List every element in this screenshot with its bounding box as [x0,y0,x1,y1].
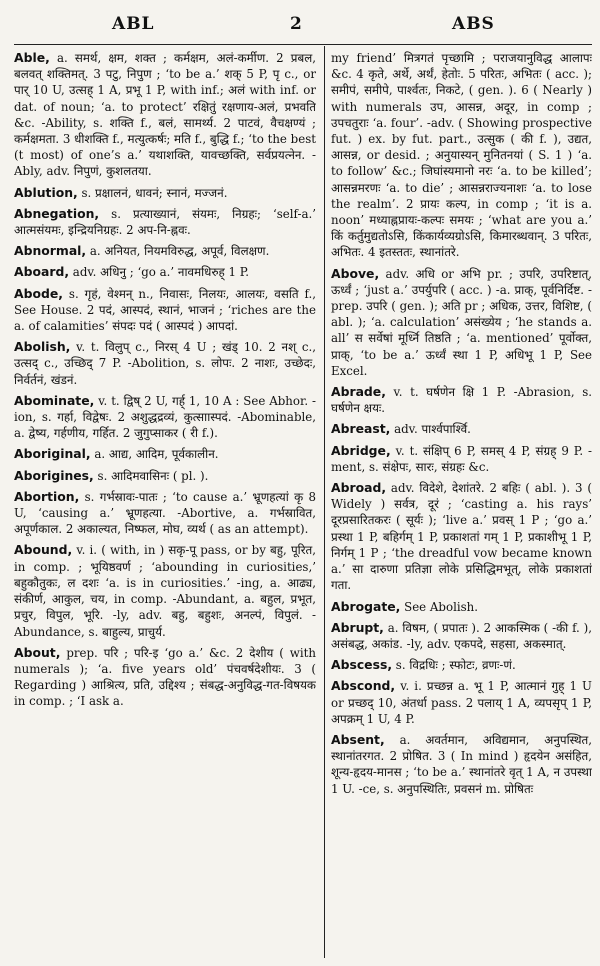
headword: Aboard, [14,264,70,280]
dictionary-entry [14,185,316,201]
definition-text: s. गर्भस्रावः-पातः ; ‘to cause a.’ भ्रूणहत्यां कृ 8 U, ‘causing a.’ भ्रूणहत्या. -Abortive, a. गर्भस्रावित, अपूर्णकाल. 2 अकाल्यत, निष्फल, मोघ, व्यर्थ ( as an attempt). [14,489,316,537]
headword: Abrade, [331,384,386,400]
headword: Able, [14,50,50,65]
headword: Abolish, [14,339,71,355]
headword: Abscess, [331,657,393,673]
dictionary-entry [331,620,592,652]
definition-text: s. आदिमवासिनः ( pl. ). [93,468,209,483]
definition-text: v. t. संक्षिप् 6 P, समस् 4 P, संग्रह् 9 P. -ment, s. संक्षेपः, सारः, संग्रहः &c. [331,443,592,474]
headword: Abound, [14,542,73,558]
definition-text: v. t. द्विष् 2 U, गर्ह् 1, 10 A : See Abhor. -ion, s. गर्हा, विद्वेषः. 2 अशुद्धद्रव्यं, कुत्साास्पदं. -Abominable, a. द्वेष्य, गर्हणीय, गर्हित. 2 जुगुप्साकर ( री f.). [14,393,316,441]
headword: Abroad, [331,480,387,496]
definition-text: a. आद्य, आदिम, पूर्वकालीन. [90,447,219,462]
dictionary-entry [14,243,316,259]
definition-text: v. i. प्रच्छन्न a. भू 1 P, आत्मानं गुह् 1 U or प्रच्छद् 10, अंतर्धा pass. 2 पलाय् 1 A, व्यपसृप् 1 P, अपक्रम् 1 U, 4 P. [331,679,592,726]
definition-text: See Abolish. [400,599,479,614]
headword: Ablution, [14,184,78,200]
dictionary-entry [14,446,316,462]
definition-text: adv. अधि or अभि pr. ; उपरि, उपरिष्टात्, ऊर्ध्वं ; ‘just a.’ उपर्युपरि ( acc. ) -a. प्राक्, पूर्वनिर्दिष्ट. -prep. उपरि ( gen. ); अति pr ; अधिक, उत्तर, विशिष्ट, ( abl. ); ‘a. calculation’ असंख्येय ; ‘he stands a. all’ स सर्वेषां मूर्ध्नि तिष्ठति ; ‘a. mentioned’ पूर्वोक्त, प्राक्, ‘to be a.’ ऊर्ध्वं स्था 1 P, अधिभू 1 P, See Excel. [331,266,592,378]
dictionary-entry [331,384,592,416]
dictionary-entry [14,468,316,484]
headword: Abrupt, [331,619,384,635]
definition-text: s. विद्रधिः ; स्फोटः, व्रणः-णं. [392,658,516,673]
page-header [0,0,600,44]
definition-text: my friend’ मित्रगतं पृच्छामि ; पराजयानुविद्ध आलापः &c. 4 कृते, अर्थे, अर्थं, हेतोः. 5 परितः, अभितः ( acc. ); समीपं, समीपे, पार्श्वतः, निकटे, ( gen. ). 6 ( Nearly ) with numerals उप, आसन्न, अदूर, in comp ; उपचतुराः ‘a. four’. -adv. ( Showing prospective fut. ) ex. by fut. part., उत्सुक ( की f. ), उद्यत, आसन्न, or desid. ; अनुयास्यन् मुनितनयां ( S. 1 ) ‘a. to follow’ &c.; जिघांस्यमानो नरः ‘a. to be killed’; आसन्नमरणः ‘a. to die’ ; आसन्नराज्यनाशः ‘a. to lose the realm’. 2 प्रायः कल्प, in comp ; ‘it is a. noon’ मध्याह्नप्रायः-कल्पः समयः ; ‘what are you a.’ किं कर्तुमुद्यतोऽसि, किंकार्यव्यग्रोऽसि, किमारब्धवान्. 3 परितः, अभितः. 4 इतस्ततः, स्थानांतरे. [331,51,592,260]
headword: About, [14,644,61,660]
definition-text: s. प्रत्याख्यानं, संयमः, निग्रहः; ‘self-a.’ आत्मसंयमः, इन्द्रियनिग्रहः. 2 अप-नि-ह्नवः. [14,206,316,238]
header-left-guide-word: ABL [112,14,155,34]
headword: Absent, [331,731,385,747]
dictionary-entry [14,393,316,442]
dictionary-entry [14,645,316,710]
headword: Abortion, [14,488,80,504]
definition-text: a. विषम, ( प्रपातः ). 2 आकस्मिक ( -की f. ), असंबद्ध, अकांड. -ly, adv. एकपदे, सहसा, अकस्मात्. [331,620,592,651]
right-column [331,50,592,956]
header-rule [14,44,592,45]
headword: Aboriginal, [14,446,91,462]
dictionary-entry [14,264,316,280]
headword: Abreast, [331,421,391,437]
dictionary-entry [14,542,316,639]
dictionary-entry [14,339,316,388]
definition-text: prep. परि ; परि-इ ‘go a.’ &c. 2 देशीय ( with numerals ); ‘a. five years old’ पंचवर्षदेशीयः. 3 ( Regarding ) आश्रित्य, प्रति, उद्दिश्य ; संबद्ध-अनुविद्ध-गत-विषयक in comp. ; ‘I ask a. [14,645,316,709]
dictionary-entry [331,599,592,615]
definition-text: a. अवर्तमान, अविद्यमान, अनुपस्थित, स्थानांतरगत. 2 प्रोषित. 3 ( In mind ) हृदयेन असंहित, शून्य-हृदय-मानस ; ‘to be a.’ स्थानांतरे वृत् 1 A, न उपस्था 1 U. -ce, s. अनुपस्थितिः, प्रवसनं m. प्रोषितः [331,732,592,796]
definition-text: v. t. विलुप् c., निरस् 4 U ; खंड् 10. 2 नश् c., उत्सद् c., उच्छिद् 7 P. -Abolition, s. लोपः. 2 नाशः, उच्छेदः, निर्वर्तनं, खंडनं. [14,340,316,387]
definition-text: v. t. घर्षणेन क्षि 1 P. -Abrasion, s. घर्षणेन क्षयः. [331,385,592,416]
dictionary-entry [14,489,316,538]
dictionary-entry [331,732,592,797]
headword: Aborigines, [14,467,94,483]
headword: Abscond, [331,678,396,694]
dictionary-entry [331,678,592,727]
header-right-guide-word: ABS [452,14,495,34]
column-divider [324,46,325,958]
definition-text: v. i. ( with, in ) सकृ-पू pass, or by बहु, पूरित, in comp. ; भूयिष्ठवर्ण ; ‘abounding in curiosities,’ बहुकौतुकः, ल दशः ‘a. is in curiosities.’ -ing, a. आढ्य, संकीर्ण, आकुल, चय, in comp. -Abundant, a. बहुल, प्रभूत, प्रचुर, विपुल, भूरि. -ly, adv. बहु, बहुशः, अनल्पं, विपुलं. -Abundance, s. बाहुल्य, प्राचुर्य. [14,543,316,639]
dictionary-entry [331,480,592,593]
headword: Abode, [14,285,63,301]
dictionary-entry [331,266,592,379]
page-number: 2 [290,14,302,34]
headword: Abnormal, [14,243,87,259]
dictionary-entry [14,50,316,180]
headword: Abridge, [331,442,391,458]
dictionary-entry [331,657,592,673]
definition-text: adv. पार्श्वपार्श्वि. [390,422,471,437]
dictionary-entry [331,421,592,437]
headword: Above, [331,265,380,281]
definition-text: adv. अधिनु ; ‘go a.’ नावमधिरुह् 1 P. [69,265,250,280]
dictionary-entry [14,286,316,335]
definition-text: adv. विदेशे, देशांतरे. 2 बहिः ( abl. ). 3 ( Widely ) सर्वत्र, दूरं ; ‘casting a. his rays’ दूरप्रसारितकरः ( सूर्यः ); ‘live a.’ प्रवस् 1 P ; ‘go a.’ प्रस्था 1 P, बहिर्गम् 1 P, प्रकाशतां गम् 1 P, प्रकाशीभू 1 P, निर्गम् 1 P ; ‘the dreadful vow became known a.’ सा दारुणा प्रतिज्ञा लोके प्रसिद्धिमभूत्, लोके प्रकाशतां गता. [331,481,592,593]
dictionary-entry [331,443,592,475]
headword: Abnegation, [14,205,100,221]
definition-text: s. प्रक्षालनं, धावनं; स्नानं, मज्जनं. [77,185,228,200]
definition-text: a. समर्थ, क्षम, शक्त ; कर्मक्षम, अलं-कर्मीण. 2 प्रबल, बलवत् शक्तिमत्. 3 पटु, निपुण ; ‘to be a.’ शक् 5 P, पृ c., or पार् 10 U, उत्सह् 1 A, प्रभू 1 P, with inf.; अलं with inf. or dat. of noun; ‘a. to protect’ रक्षितुं रक्षणाय-अलं, प्रभवति &c. -Ability, s. शक्ति f., बलं, सामर्थ्य. 2 पाटवं, वैचक्षण्यं ; कर्मक्षमता. 3 धीशक्ति f., मत्युत्कर्षः; मति f., बुद्धि f.; ‘to the best (t most) of one’s a.’ यथाशक्ति, यावच्छक्ति, सर्वप्रयत्नेन. -Ably, adv. निपुणं, कुशलतया. [14,51,316,179]
headword: Abominate, [14,392,95,408]
definition-text: s. गृहं, वेश्मन् n., निवासः, निलयः, आलयः, वसति f., See House. 2 पदं, आस्पदं, स्थानं, भाजनं ; ‘riches are the a. of calamities’ संपदः पदं ( आस्पदं ) आपदां. [14,286,316,334]
left-column [14,50,316,956]
dictionary-entry [14,206,316,238]
headword: Abrogate, [331,598,401,614]
definition-text: a. अनियत, नियमविरुद्ध, अपूर्व, विलक्षण. [86,244,270,259]
dictionary-entry [331,50,592,261]
